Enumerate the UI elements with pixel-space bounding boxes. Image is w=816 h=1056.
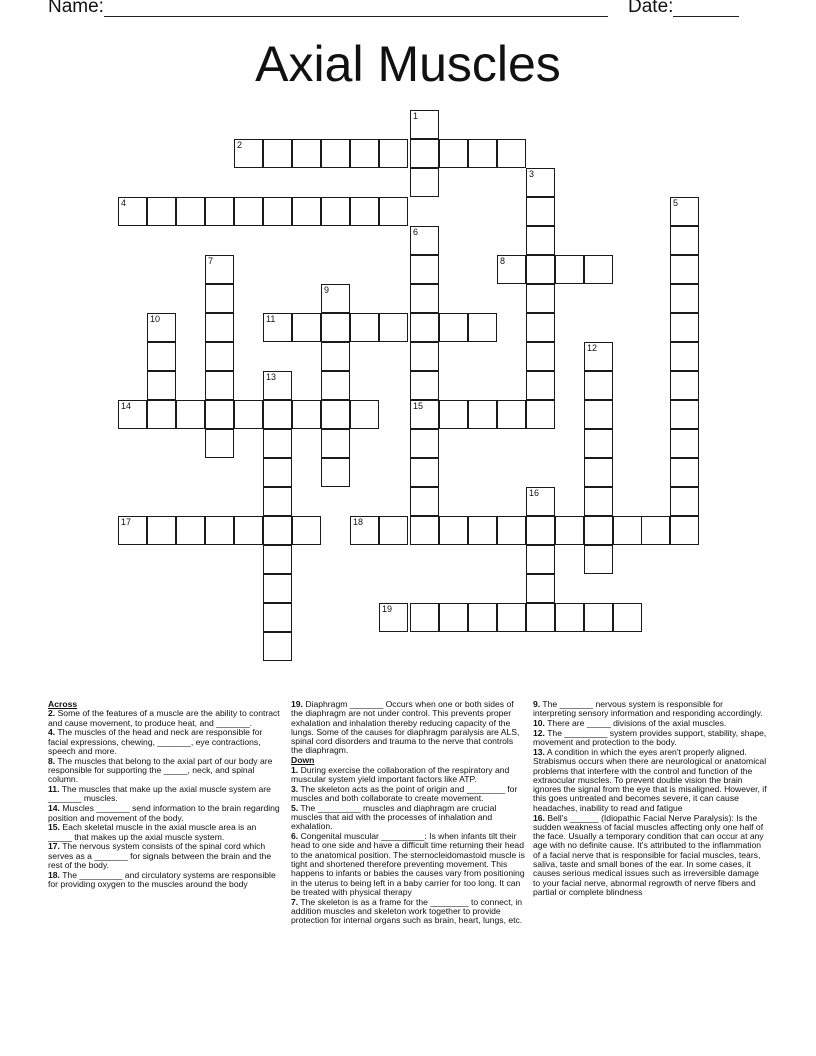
- grid-cell[interactable]: [410, 516, 439, 545]
- grid-cell[interactable]: [350, 400, 379, 429]
- down-clues-column-3: [533, 700, 767, 898]
- clue-across-4: 4. The muscles of the head and neck are responsible for facial expressions, chewing, _______, eye contractions, speech and more.: [48, 727, 263, 756]
- grid-cell[interactable]: [641, 516, 670, 545]
- grid-cell[interactable]: [584, 487, 613, 516]
- grid-cell[interactable]: [584, 603, 613, 632]
- grid-cell[interactable]: [526, 603, 555, 632]
- grid-cell[interactable]: [410, 226, 439, 255]
- grid-cell[interactable]: [263, 429, 292, 458]
- clue-down-1: 1. During exercise the collaboration of the respiratory and muscular system yield important factors like ATP.: [291, 764, 510, 784]
- grid-cell[interactable]: [350, 139, 379, 168]
- grid-cell[interactable]: [263, 487, 292, 516]
- grid-cell[interactable]: [670, 458, 699, 487]
- grid-cell[interactable]: [497, 139, 526, 168]
- grid-cell[interactable]: [670, 400, 699, 429]
- grid-cell[interactable]: [205, 516, 234, 545]
- grid-cell[interactable]: [350, 313, 379, 342]
- clue-down-3: 3. The skeleton acts as the point of origin and ________ for muscles and both collaborate to create movement.: [291, 783, 518, 803]
- name-label: Name:: [48, 0, 104, 17]
- grid-cell[interactable]: [555, 603, 584, 632]
- grid-cell[interactable]: [584, 458, 613, 487]
- grid-cell[interactable]: [234, 197, 263, 226]
- clue-across-17: 17. The nervous system consists of the spinal cord which serves as a _______ for signals between the brain and the rest of the body.: [48, 841, 272, 871]
- grid-cell[interactable]: [526, 168, 555, 197]
- clue-number: 4: [121, 198, 127, 208]
- grid-cell[interactable]: [410, 400, 439, 429]
- across-heading: Across: [48, 699, 78, 709]
- grid-cell[interactable]: [670, 313, 699, 342]
- clue-number: 12: [587, 343, 598, 353]
- grid-cell[interactable]: [526, 342, 555, 371]
- grid-cell[interactable]: [410, 458, 439, 487]
- grid-cell[interactable]: [176, 516, 205, 545]
- grid-cell[interactable]: [526, 313, 555, 342]
- grid-cell[interactable]: [263, 400, 292, 429]
- grid-cell[interactable]: [526, 574, 555, 603]
- grid-cell[interactable]: [234, 400, 263, 429]
- across-clues-column-1: [48, 700, 282, 890]
- grid-cell[interactable]: [410, 168, 439, 197]
- clue-down-16: 16. Bell's ______ (Idiopathic Facial Nerve Paralysis): Is the sudden weakness of facial muscles affecting only one half of the face. Usually a temporary condition that can occur at any age with no definite cause. It's attributed to the inflammation of a facial nerve that is responsible for facial muscles, tears, saliva, taste and small bones of the ear. In some cases, it causes serious medical issues such as irreversible damage to your facial nerve, abnormal regrowth of nerve fibers and partial or complete blindness: [533, 812, 764, 897]
- grid-cell[interactable]: [234, 516, 263, 545]
- grid-cell[interactable]: [205, 284, 234, 313]
- grid-cell[interactable]: [292, 139, 321, 168]
- grid-cell[interactable]: [176, 197, 205, 226]
- grid-cell[interactable]: [321, 458, 350, 487]
- clue-number: 1: [413, 111, 419, 121]
- clue-across-14: 14. Muscles _______ send information to the brain regarding position and movement of the body.: [48, 803, 280, 823]
- grid-cell[interactable]: [147, 400, 176, 429]
- grid-cell[interactable]: [263, 516, 292, 545]
- clues-column-2: [291, 700, 525, 926]
- grid-cell[interactable]: [468, 516, 497, 545]
- grid-cell[interactable]: [468, 139, 497, 168]
- clue-number: 2: [237, 140, 243, 150]
- down-heading: Down: [291, 755, 315, 766]
- grid-cell[interactable]: [497, 400, 526, 429]
- clue-number: 14: [121, 401, 132, 411]
- clue-number: 7: [208, 256, 214, 266]
- grid-cell[interactable]: [321, 197, 350, 226]
- grid-cell[interactable]: [350, 197, 379, 226]
- clue-down-7: 7. The skeleton is as a frame for the ________ to connect, in addition muscles and skeleton work together to provide protection for internal organs such as brain, heart, lungs, etc.: [291, 896, 523, 926]
- grid-cell[interactable]: [670, 226, 699, 255]
- grid-cell[interactable]: [526, 487, 555, 516]
- grid-cell[interactable]: [118, 400, 147, 429]
- grid-cell[interactable]: [263, 371, 292, 400]
- grid-cell[interactable]: [379, 197, 408, 226]
- grid-cell[interactable]: [321, 342, 350, 371]
- grid-cell[interactable]: [292, 516, 321, 545]
- grid-cell[interactable]: [670, 429, 699, 458]
- grid-cell[interactable]: [118, 197, 147, 226]
- clue-number: 10: [150, 314, 161, 324]
- clue-number: 6: [413, 227, 419, 237]
- grid-cell[interactable]: [439, 313, 468, 342]
- grid-cell[interactable]: [205, 429, 234, 458]
- clue-across-8: 8. The muscles that belong to the axial part of our body are responsible for supporting the _____, neck, and spinal column.: [48, 755, 273, 785]
- grid-cell[interactable]: [263, 313, 292, 342]
- grid-cell[interactable]: [350, 516, 379, 545]
- clue-number: 17: [121, 517, 132, 527]
- grid-cell[interactable]: [410, 429, 439, 458]
- clue-down-6: 6. Congenital muscular _________: Is when infants tilt their head to one side and have a difficult time returning their head to the anatomical position. The sternocleidomastoid muscle is tight and shortened therefore preventing movement. This happens to infants or babies the causes vary from positioning in the uterus to being left in a baby carrier for too long. It can be treated with physical therapy: [291, 831, 525, 897]
- grid-cell[interactable]: [584, 255, 613, 284]
- grid-cell[interactable]: [379, 603, 408, 632]
- grid-cell[interactable]: [526, 400, 555, 429]
- grid-cell[interactable]: [205, 371, 234, 400]
- grid-cell[interactable]: [234, 139, 263, 168]
- clue-down-10: 10. There are _____ divisions of the axial muscles.: [533, 718, 727, 729]
- clue-number: 11: [266, 314, 276, 324]
- clue-number: 13: [266, 372, 277, 382]
- grid-cell[interactable]: [410, 284, 439, 313]
- grid-cell[interactable]: [379, 313, 408, 342]
- grid-cell[interactable]: [670, 516, 699, 545]
- grid-cell[interactable]: [410, 342, 439, 371]
- clue-down-13: 13. A condition in which the eyes aren't properly aligned. Strabismus occurs when there are neurological or anatomical problems that interfere with the control and function of the extraocular muscles. To prevent double vision the brain ignores the signal from the eye that is misaligned. However, if this goes untreated and becomes severe, it can cause headaches, inability to read and fatigue: [533, 746, 767, 813]
- grid-cell[interactable]: [584, 342, 613, 371]
- grid-cell[interactable]: [205, 255, 234, 284]
- grid-cell[interactable]: [555, 516, 584, 545]
- grid-cell[interactable]: [118, 516, 147, 545]
- grid-cell[interactable]: [410, 371, 439, 400]
- grid-cell[interactable]: [147, 342, 176, 371]
- grid-cell[interactable]: [410, 603, 439, 632]
- grid-cell[interactable]: [670, 342, 699, 371]
- grid-cell[interactable]: [526, 255, 555, 284]
- grid-cell[interactable]: [263, 574, 292, 603]
- grid-cell[interactable]: [584, 371, 613, 400]
- grid-cell[interactable]: [526, 516, 555, 545]
- grid-cell[interactable]: [439, 139, 468, 168]
- grid-cell[interactable]: [526, 226, 555, 255]
- grid-cell[interactable]: [439, 400, 468, 429]
- grid-cell[interactable]: [379, 139, 408, 168]
- grid-cell[interactable]: [584, 545, 613, 574]
- grid-cell[interactable]: [670, 371, 699, 400]
- clue-across-19: 19. Diaphragm _______ Occurs when one or both sides of the diaphragm are not under control. This prevents proper exhalation and inhalation thereby reducing capacity of the lungs. Some of the causes for diaphragm paralysis are ALS, spinal cord disorders and trauma to the nerve that controls the diaphragm.: [291, 699, 520, 756]
- clue-down-5: 5. The _________ muscles and diaphragm are crucial muscles that aid with the processes of inhalation and exhalation.: [291, 802, 497, 832]
- grid-cell[interactable]: [147, 313, 176, 342]
- grid-cell[interactable]: [205, 342, 234, 371]
- grid-cell[interactable]: [321, 371, 350, 400]
- grid-cell[interactable]: [263, 197, 292, 226]
- grid-cell[interactable]: [292, 400, 321, 429]
- clue-across-15: 15. Each skeletal muscle in the axial muscle area is an _____ that makes up the axial muscle system.: [48, 822, 257, 842]
- grid-cell[interactable]: [147, 371, 176, 400]
- grid-cell[interactable]: [497, 516, 526, 545]
- grid-cell[interactable]: [263, 545, 292, 574]
- grid-cell[interactable]: [613, 516, 642, 545]
- grid-cell[interactable]: [439, 516, 468, 545]
- clue-number: 8: [500, 256, 506, 266]
- grid-cell[interactable]: [526, 197, 555, 226]
- clue-down-9: 9. The _______ nervous system is responsible for interpreting sensory information and responding accordingly.: [533, 699, 763, 719]
- clue-across-11: 11. The muscles that make up the axial muscle system are _______ muscles.: [48, 784, 271, 804]
- grid-cell[interactable]: [292, 313, 321, 342]
- clue-across-18: 18. The _________ and circulatory systems are responsible for providing oxygen to the muscles around the body: [48, 869, 276, 890]
- grid-cell[interactable]: [321, 284, 350, 313]
- grid-cell[interactable]: [497, 603, 526, 632]
- grid-cell[interactable]: [410, 255, 439, 284]
- grid-cell[interactable]: [555, 255, 584, 284]
- date-label: Date:: [628, 0, 674, 17]
- clue-number: 9: [324, 285, 330, 295]
- grid-cell[interactable]: [670, 487, 699, 516]
- grid-cell[interactable]: [526, 284, 555, 313]
- grid-cell[interactable]: [321, 429, 350, 458]
- grid-cell[interactable]: [526, 545, 555, 574]
- grid-cell[interactable]: [410, 110, 439, 139]
- grid-cell[interactable]: [379, 516, 408, 545]
- grid-cell[interactable]: [321, 313, 350, 342]
- grid-cell[interactable]: [497, 255, 526, 284]
- grid-cell[interactable]: [670, 255, 699, 284]
- clue-number: 15: [413, 401, 424, 411]
- clue-down-12: 12. The _________ system provides support, stability, shape, movement and protection to the body.: [533, 727, 767, 748]
- grid-cell[interactable]: [292, 197, 321, 226]
- grid-cell[interactable]: [410, 139, 439, 168]
- grid-cell[interactable]: [205, 400, 234, 429]
- grid-cell[interactable]: [468, 400, 497, 429]
- grid-cell[interactable]: [526, 371, 555, 400]
- grid-cell[interactable]: [263, 603, 292, 632]
- grid-cell[interactable]: [468, 603, 497, 632]
- grid-cell[interactable]: [584, 400, 613, 429]
- grid-cell[interactable]: [263, 139, 292, 168]
- grid-cell[interactable]: [613, 603, 642, 632]
- grid-cell[interactable]: [584, 429, 613, 458]
- grid-cell[interactable]: [263, 632, 292, 661]
- clue-number: 3: [529, 169, 535, 179]
- grid-cell[interactable]: [321, 400, 350, 429]
- page-title: Axial Muscles: [255, 36, 561, 92]
- grid-cell[interactable]: [584, 516, 613, 545]
- grid-cell[interactable]: [176, 400, 205, 429]
- clue-number: 5: [673, 198, 679, 208]
- clue-number: 16: [529, 488, 540, 498]
- grid-cell[interactable]: [147, 197, 176, 226]
- clue-across-2: 2. Some of the features of a muscle are the ability to contract and cause movement, to produce heat, and _______.: [48, 708, 280, 728]
- grid-cell[interactable]: [410, 313, 439, 342]
- grid-cell[interactable]: [670, 197, 699, 226]
- grid-cell[interactable]: [263, 458, 292, 487]
- grid-cell[interactable]: [147, 516, 176, 545]
- clue-number: 19: [382, 604, 393, 614]
- grid-cell[interactable]: [439, 603, 468, 632]
- grid-cell[interactable]: [205, 313, 234, 342]
- clue-number: 18: [353, 517, 364, 527]
- grid-cell[interactable]: [321, 139, 350, 168]
- grid-cell[interactable]: [410, 487, 439, 516]
- grid-cell[interactable]: [670, 284, 699, 313]
- grid-cell[interactable]: [205, 197, 234, 226]
- grid-cell[interactable]: [468, 313, 497, 342]
